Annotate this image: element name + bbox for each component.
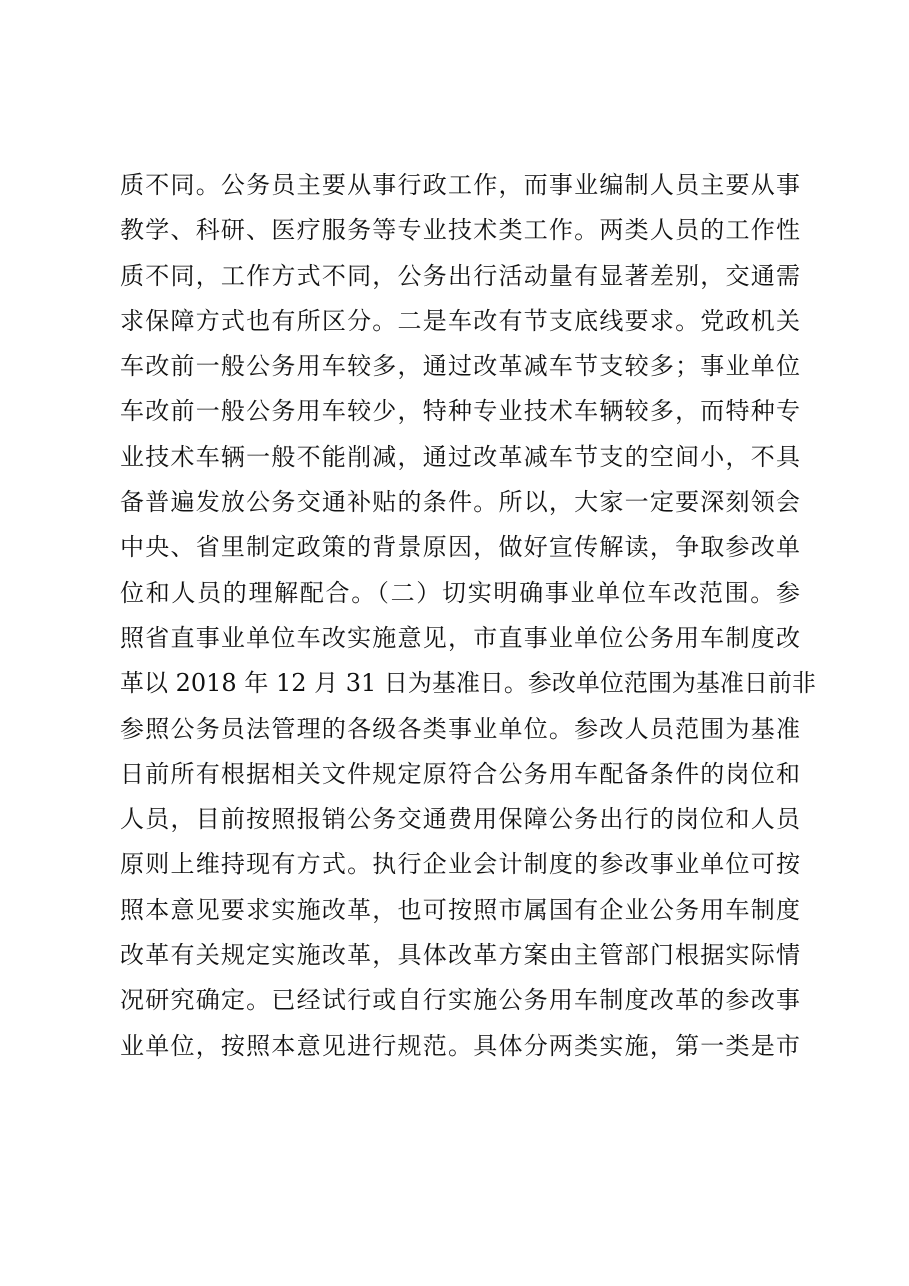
text-line: 中央、省里制定政策的背景原因，做好宣传解读，争取参改单	[120, 533, 800, 562]
text-line: 业技术车辆一般不能削减，通过改革减车节支的空间小，不具	[120, 442, 800, 471]
text-line: 改革有关规定实施改革，具体改革方案由主管部门根据实际情	[120, 941, 800, 970]
text-line: 人员，目前按照报销公务交通费用保障公务出行的岗位和人员	[120, 805, 800, 834]
text-line: 车改前一般公务用车较多，通过改革减车节支较多；事业单位	[120, 352, 800, 381]
text-line: 业单位，按照本意见进行规范。具体分两类实施，第一类是市	[120, 1031, 800, 1060]
text-line: 教学、科研、医疗服务等专业技术类工作。两类人员的工作性	[120, 216, 800, 245]
text-line: 原则上维持现有方式。执行企业会计制度的参改事业单位可按	[120, 850, 800, 879]
text-line: 位和人员的理解配合。（二）切实明确事业单位车改范围。参	[120, 578, 800, 607]
text-line: 照本意见要求实施改革，也可按照市属国有企业公务用车制度	[120, 895, 800, 924]
text-line: 照省直事业单位车改实施意见，市直事业单位公务用车制度改	[120, 623, 800, 652]
text-line: 况研究确定。已经试行或自行实施公务用车制度改革的参改事	[120, 986, 800, 1015]
text-line: 备普遍发放公务交通补贴的条件。所以，大家一定要深刻领会	[120, 488, 800, 517]
text-line: 参照公务员法管理的各级各类事业单位。参改人员范围为基准	[120, 714, 800, 743]
text-line: 车改前一般公务用车较少，特种专业技术车辆较多，而特种专	[120, 397, 800, 426]
text-line: 求保障方式也有所区分。二是车改有节支底线要求。党政机关	[120, 306, 800, 335]
text-line: 日前所有根据相关文件规定原符合公务用车配备条件的岗位和	[120, 759, 800, 788]
text-line: 质不同。公务员主要从事行政工作，而事业编制人员主要从事	[120, 171, 800, 199]
text-line: 革以 2018 年 12 月 31 日为基准日。参改单位范围为基准日前非	[120, 669, 816, 698]
body-text	[120, 163, 816, 1069]
text-line: 质不同，工作方式不同，公务出行活动量有显著差别，交通需	[120, 261, 800, 290]
